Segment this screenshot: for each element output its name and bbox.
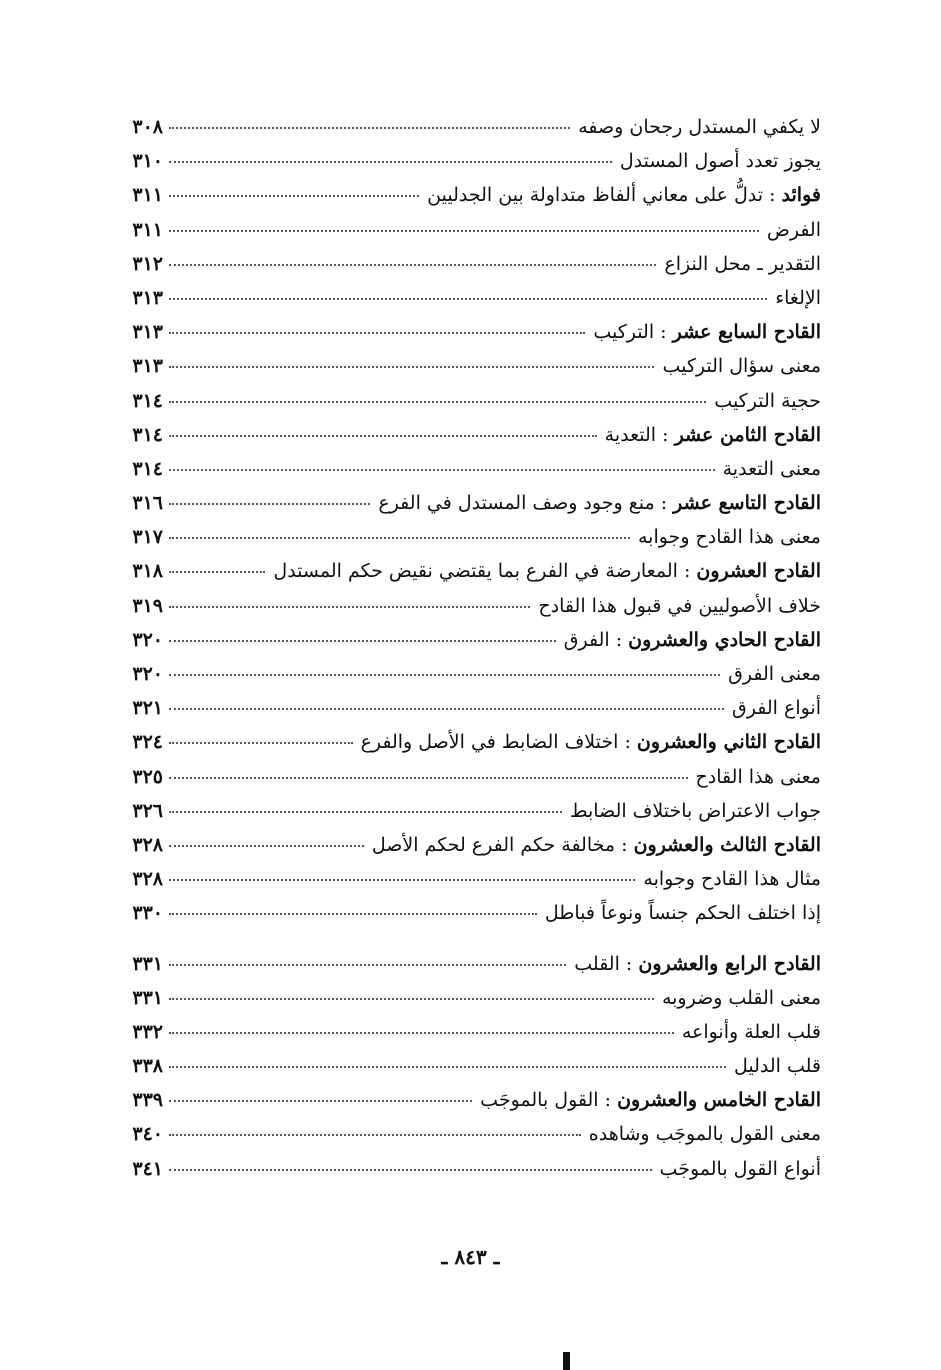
toc-entry-separator: : — [619, 952, 639, 975]
toc-entry-title — [676, 1015, 821, 1049]
toc-entry-text: قلب الدليل — [733, 1055, 821, 1078]
toc-page-number: ٣٣١ — [132, 986, 163, 1009]
toc-entry-text: يجوز تعدد أصول المستدل — [619, 150, 821, 173]
toc-entry-text: قلب العلة وأنواعه — [681, 1020, 821, 1043]
toc-entry-heading: القادح الثامن عشر — [674, 423, 821, 446]
toc-entry-text: أنواع الفرق — [732, 697, 821, 720]
toc-entry-text: الفرض — [766, 218, 821, 241]
toc-entry — [121, 452, 821, 486]
toc-page-number: ٣٢٨ — [132, 868, 163, 891]
dot-leader — [169, 845, 364, 847]
toc-page-number: ٣٤١ — [132, 1157, 163, 1180]
toc-entry — [121, 418, 821, 452]
dot-leader — [169, 1032, 674, 1034]
toc-entry-title — [355, 725, 821, 759]
dot-leader — [169, 298, 767, 300]
dot-leader — [169, 537, 630, 539]
dot-leader — [169, 195, 419, 197]
dot-leader — [169, 674, 720, 676]
toc-entry-text: مثال هذا القادح وجوابه — [643, 868, 821, 891]
toc-entry-title — [632, 520, 821, 554]
dot-leader — [169, 571, 265, 573]
toc-entry — [121, 144, 821, 178]
dot-leader — [169, 1066, 726, 1068]
toc-page-number: ٣٢٠ — [132, 663, 163, 685]
toc-entry-separator: : — [609, 628, 629, 651]
toc-entry-title — [564, 794, 821, 828]
toc-entry — [121, 1117, 821, 1151]
toc-entry-title — [474, 1083, 821, 1117]
toc-page-number: ٣١١ — [132, 218, 163, 241]
toc-entry-title — [654, 1152, 821, 1186]
toc-page-number: ٣٣٢ — [132, 1020, 163, 1043]
toc-entry-title — [717, 452, 821, 486]
toc-entry-text: اختلاف الضابط في الأصل والفرع — [360, 731, 619, 754]
toc-entry — [121, 862, 821, 896]
toc-page-number: ٣١٤ — [132, 423, 163, 446]
toc-entry-title — [366, 828, 821, 862]
toc-entry-title — [532, 589, 821, 623]
toc-entry-text: معنى القلب وضروبه — [661, 986, 821, 1009]
toc-entry — [121, 110, 821, 144]
toc-entry — [121, 349, 821, 383]
toc-entry — [121, 281, 821, 315]
toc-page-number: ٣٣٠ — [132, 902, 163, 925]
toc-entry-text: معنى هذا القادح وجوابه — [638, 526, 821, 549]
toc-entry-text: منع وجود وصف المستدل في الفرع — [378, 492, 655, 515]
dot-leader — [169, 964, 566, 966]
toc-entry-text: معنى هذا القادح — [695, 765, 821, 788]
toc-page-number: ٣٤٠ — [132, 1123, 163, 1146]
toc-entry-text: معنى سؤال التركيب — [662, 355, 821, 378]
toc-page-number: ٣١٣ — [132, 286, 163, 309]
dot-leader — [169, 742, 353, 744]
toc-entry-text: خلاف الأصوليين في قبول هذا القادح — [538, 594, 821, 617]
toc-page-number: ٣٢٠ — [132, 628, 163, 651]
table-of-contents — [121, 110, 821, 1186]
toc-entry-title — [761, 213, 821, 247]
toc-entry — [121, 315, 821, 349]
dot-leader — [169, 913, 537, 915]
dot-leader — [169, 230, 759, 232]
toc-page-number: ٣١٠ — [132, 150, 163, 173]
scan-artifact-mark — [563, 1352, 570, 1370]
dot-leader — [169, 1169, 652, 1171]
toc-entry-text: إذا اختلف الحكم جنساً ونوعاً فباطل — [544, 902, 821, 925]
toc-page-number: ٣٣٨ — [132, 1055, 163, 1078]
toc-entry-title — [587, 315, 821, 349]
toc-entry-title — [769, 281, 821, 315]
toc-entry-title — [568, 947, 821, 981]
toc-entry-text: المعارضة في الفرع بما يقتضي نقيض حكم المستدل — [273, 560, 678, 583]
toc-entry-heading: فوائد — [781, 184, 821, 207]
toc-entry-text: الفرق — [563, 628, 610, 651]
toc-page-number: ٣١٨ — [132, 560, 163, 583]
toc-entry-text: مخالفة حكم الفرع لحكم الأصل — [371, 833, 616, 856]
toc-entry — [121, 828, 821, 862]
toc-entry-heading: القادح الثاني والعشرون — [636, 731, 821, 754]
toc-entry — [121, 247, 821, 281]
toc-entry — [121, 213, 821, 247]
toc-page-number: ٣١٣ — [132, 321, 163, 344]
dot-leader — [169, 366, 654, 368]
toc-entry-text: معنى الفرق — [728, 663, 821, 685]
toc-entry-heading: القادح التاسع عشر — [673, 492, 821, 515]
toc-entry-title — [583, 1117, 821, 1151]
toc-entry-title — [658, 247, 821, 281]
toc-entry-title — [690, 760, 821, 794]
page-number: ـ ٨٤٣ ـ — [441, 1245, 500, 1269]
toc-page-number: ٣١٦ — [132, 492, 163, 515]
toc-entry-text: التقدير ـ محل النزاع — [664, 252, 821, 275]
dot-leader — [169, 879, 635, 881]
toc-entry-title — [572, 110, 821, 144]
toc-page-number: ٣٣١ — [132, 952, 163, 975]
toc-entry-title — [372, 486, 821, 520]
toc-entry-heading: القادح السابع عشر — [672, 321, 821, 344]
toc-entry — [121, 981, 821, 1015]
dot-leader — [169, 264, 656, 266]
toc-entry-heading: القادح الثالث والعشرون — [633, 833, 821, 856]
toc-page-number: ٣٠٨ — [132, 116, 163, 138]
dot-leader — [169, 1100, 472, 1102]
toc-entry-separator: : — [598, 1089, 618, 1112]
toc-page-number: ٣٣٩ — [132, 1089, 163, 1112]
toc-page-number: ٣١٧ — [132, 526, 163, 549]
toc-entry-heading: القادح الحادي والعشرون — [628, 628, 821, 651]
toc-entry-title — [599, 418, 821, 452]
toc-page-number: ٣٢١ — [132, 697, 163, 720]
dot-leader — [169, 469, 715, 471]
toc-entry-text: أنواع القول بالموجَب — [659, 1157, 821, 1180]
toc-entry-title — [614, 144, 821, 178]
toc-entry — [121, 178, 821, 212]
toc-page-number: ٣٢٤ — [132, 731, 163, 754]
toc-entry — [121, 384, 821, 418]
toc-entry — [121, 589, 821, 623]
toc-entry-title — [637, 862, 821, 896]
toc-entry-text: حجية التركيب — [714, 389, 821, 412]
toc-entry — [121, 760, 821, 794]
toc-entry — [121, 691, 821, 725]
toc-entry — [121, 794, 821, 828]
toc-page-number: ٣٢٦ — [132, 799, 163, 822]
dot-leader — [169, 401, 706, 403]
toc-entry — [121, 1152, 821, 1186]
dot-leader — [169, 127, 570, 129]
toc-entry-title — [539, 896, 821, 930]
toc-entry-text: القلب — [574, 952, 620, 975]
toc-entry-text: تدلُّ على معاني ألفاظ متداولة بين الجدليين — [427, 184, 764, 207]
toc-entry-text: لا يكفي المستدل رجحان وصفه — [578, 116, 821, 138]
toc-entry-separator: : — [618, 731, 637, 754]
toc-entry-separator: : — [677, 560, 697, 583]
dot-leader — [169, 708, 724, 710]
dot-leader — [169, 777, 688, 779]
toc-entry — [121, 1015, 821, 1049]
toc-page-number: ٣١٩ — [132, 594, 163, 617]
toc-entry-separator: : — [763, 184, 782, 207]
toc-entry-text: التركيب — [593, 321, 655, 344]
toc-entry-text: التعدية — [604, 423, 657, 446]
toc-entry — [121, 896, 821, 930]
toc-entry — [121, 520, 821, 554]
dot-leader — [169, 1134, 581, 1136]
toc-page-number: ٣١٤ — [132, 457, 163, 480]
toc-entry-title — [728, 1049, 821, 1083]
toc-entry — [121, 947, 821, 981]
toc-entry-text: الإلغاء — [775, 286, 821, 309]
dot-leader — [169, 332, 585, 334]
toc-entry-text: القول بالموجَب — [480, 1089, 599, 1112]
toc-entry — [121, 1083, 821, 1117]
toc-entry-heading: القادح الرابع والعشرون — [638, 952, 821, 975]
toc-entry-heading: القادح العشرون — [696, 560, 821, 583]
toc-entry — [121, 486, 821, 520]
toc-entry — [121, 725, 821, 759]
toc-entry-text: معنى القول بالموجَب وشاهده — [588, 1123, 821, 1146]
toc-entry-title — [656, 349, 821, 383]
toc-page-number: ٣٢٥ — [132, 765, 163, 788]
toc-page-number: ٣١٢ — [132, 252, 163, 275]
dot-leader — [169, 640, 556, 642]
dot-leader — [169, 606, 530, 608]
toc-page-number: ٣١٤ — [132, 389, 163, 412]
toc-entry — [121, 623, 821, 657]
toc-entry-title — [558, 623, 821, 657]
toc-page-number: ٣١٣ — [132, 355, 163, 378]
toc-entry-title — [708, 384, 821, 418]
dot-leader — [169, 435, 597, 437]
toc-entry-text: جواب الاعتراض باختلاف الضابط — [569, 799, 821, 822]
dot-leader — [169, 811, 562, 813]
toc-entry-title — [726, 691, 821, 725]
toc-entry-title — [421, 178, 821, 212]
toc-entry — [121, 554, 821, 588]
dot-leader — [169, 503, 370, 505]
toc-entry-separator: : — [654, 321, 673, 344]
dot-leader — [169, 998, 654, 1000]
toc-entry — [121, 657, 821, 691]
toc-entry-title — [656, 981, 821, 1015]
toc-entry-separator: : — [656, 423, 675, 446]
toc-entry-title — [722, 657, 821, 691]
toc-page-number: ٣٢٨ — [132, 833, 163, 856]
toc-entry-heading: القادح الخامس والعشرون — [617, 1089, 821, 1112]
dot-leader — [169, 161, 612, 163]
toc-entry-separator: : — [654, 492, 674, 515]
toc-entry — [121, 1049, 821, 1083]
toc-entry-separator: : — [615, 833, 634, 856]
toc-entry-title — [267, 554, 821, 588]
toc-entry-text: معنى التعدية — [722, 457, 821, 480]
toc-page-number: ٣١١ — [132, 184, 163, 207]
